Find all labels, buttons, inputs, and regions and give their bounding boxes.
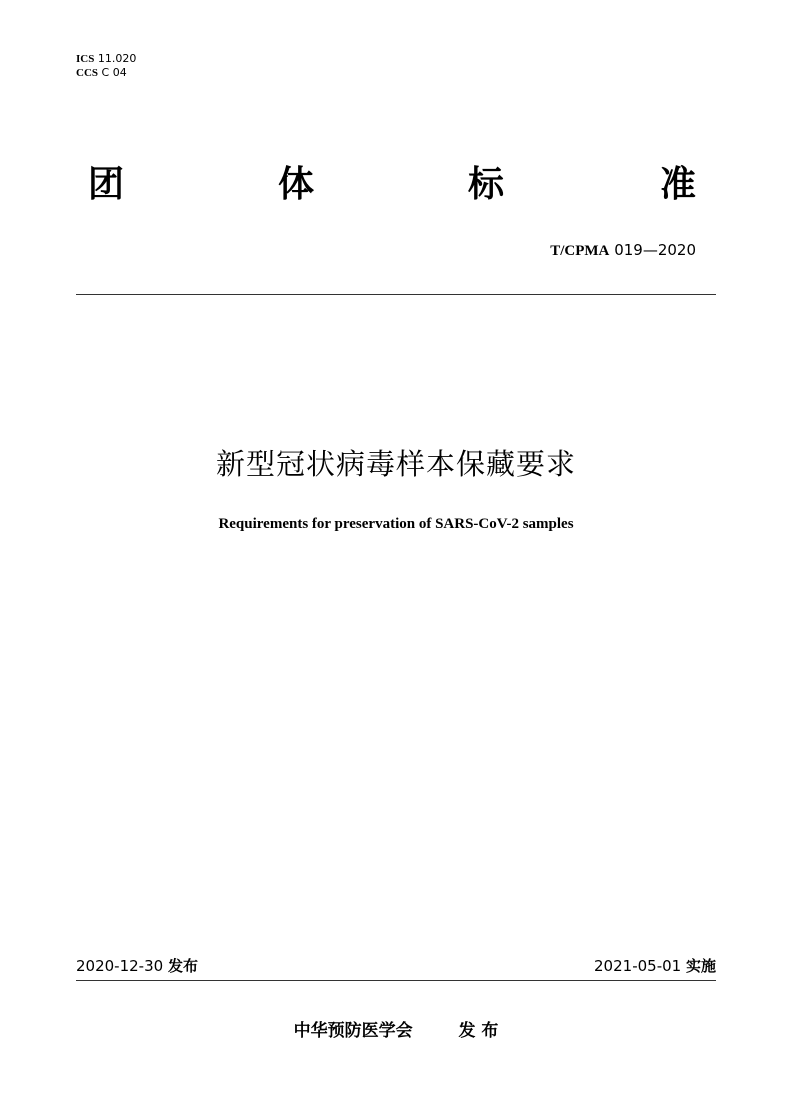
standard-type-char-2: 体: [278, 164, 315, 205]
classification-block: [76, 52, 136, 80]
title-english: Requirements for preservation of SARS-CoV-2 samples: [218, 516, 574, 532]
implement-date: 2021-05-01: [594, 957, 682, 975]
standard-code-number: 019—2020: [614, 241, 696, 259]
header-divider: [76, 294, 716, 295]
ics-label: ICS: [76, 53, 95, 65]
standard-code: [550, 238, 696, 263]
publisher-action: 发 布: [458, 1021, 499, 1041]
publish-date-line: [76, 954, 198, 978]
ics-line: [76, 52, 136, 66]
ics-value: 11.020: [97, 52, 137, 65]
implement-date-line: [594, 954, 716, 978]
ccs-line: [76, 66, 136, 80]
publisher-line: [0, 1018, 792, 1044]
standard-code-prefix: T/CPMA: [550, 243, 610, 259]
footer-divider: [76, 980, 716, 981]
ccs-value: C 04: [101, 66, 127, 79]
publish-word: 发布: [167, 957, 198, 975]
implement-word: 实施: [685, 957, 716, 975]
standard-type-char-3: 标: [468, 164, 505, 205]
publish-date: 2020-12-30: [76, 957, 164, 975]
standard-type-char-4: 准: [660, 164, 697, 205]
title-chinese: 新型冠状病毒样本保藏要求: [215, 447, 576, 481]
standard-type-char-1: 团: [88, 164, 125, 205]
publisher-organization: 中华预防医学会: [293, 1021, 413, 1041]
ccs-label: CCS: [76, 67, 99, 79]
